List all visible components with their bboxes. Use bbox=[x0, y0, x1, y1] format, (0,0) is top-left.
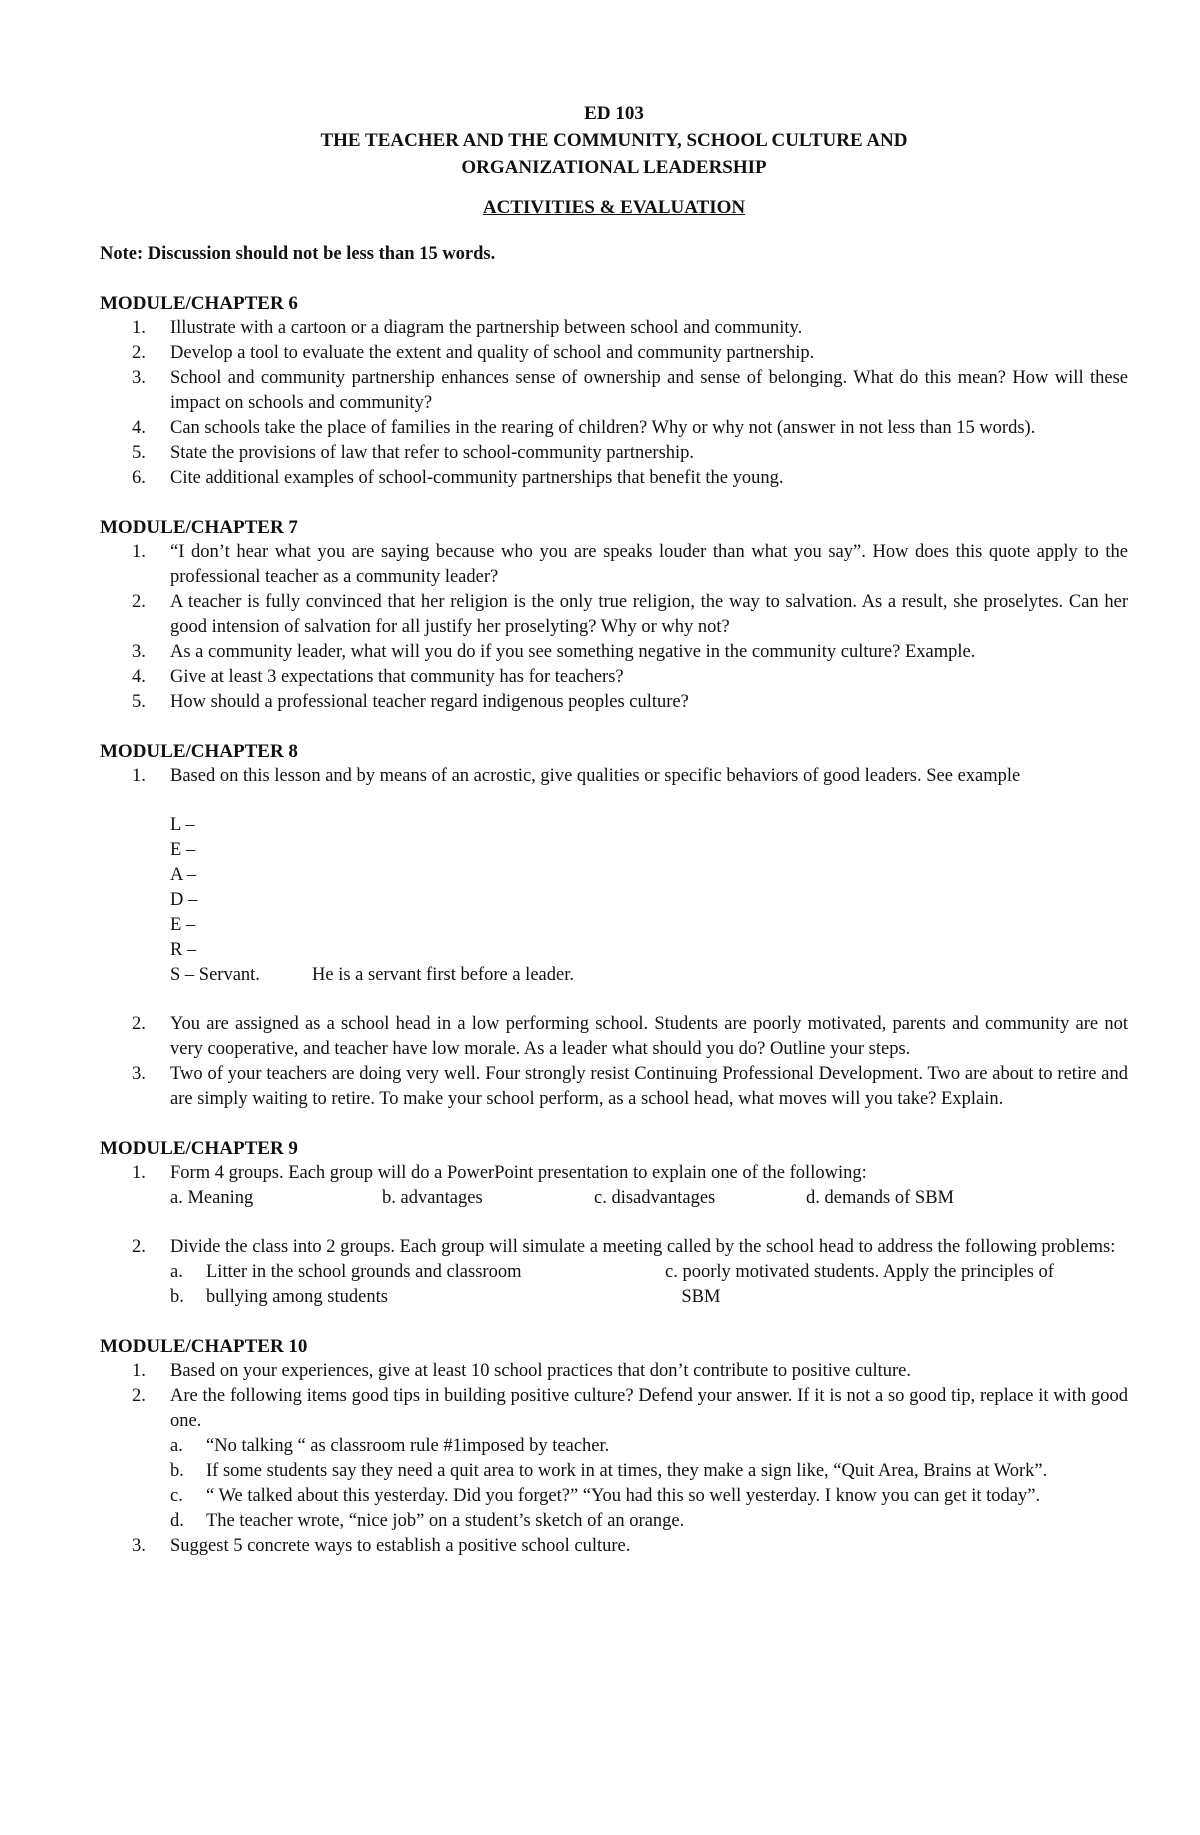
module-10 bbox=[100, 1334, 1128, 1559]
list-item: 5. How should a professional teacher regard indigenous peoples culture? bbox=[132, 692, 689, 712]
list-item: 3. Suggest 5 concrete ways to establish a positive school culture. bbox=[132, 1536, 631, 1556]
acrostic-line: L – bbox=[170, 815, 195, 835]
acrostic-line: R – bbox=[170, 940, 197, 960]
option-row bbox=[170, 1186, 1128, 1211]
problem-c: c. poorly motivated students. Apply the principles of bbox=[665, 1262, 1054, 1282]
document-page bbox=[100, 100, 1128, 1559]
list-item: 3. As a community leader, what will you do if you see something negative in the community culture? Example. bbox=[132, 642, 976, 662]
list-item: 4. Give at least 3 expectations that community has for teachers? bbox=[132, 667, 624, 687]
list-item: 1. “I don’t hear what you are saying because who you are speaks louder than what you say”. How does this quote apply to the professional teacher as a community leader? bbox=[132, 542, 1128, 587]
acrostic-line: A – bbox=[170, 865, 197, 885]
sub-item: b. If some students say they need a quit area to work in at times, they make a sign like, “Quit Area, Brains at Work”. bbox=[170, 1461, 1048, 1481]
list-item: 4. Can schools take the place of families in the rearing of children? Why or why not (answer in not less than 15 words). bbox=[132, 418, 1036, 438]
sub-item: a. “No talking “ as classroom rule #1imposed by teacher. bbox=[170, 1436, 610, 1456]
list-item: 2. You are assigned as a school head in a low performing school. Students are poorly motivated, parents and community are not very cooperative, and teacher have low morale. As a leader what should you do? Outline your steps. bbox=[132, 1014, 1128, 1059]
option: a. Meaning bbox=[170, 1188, 254, 1208]
list-item: 3. Two of your teachers are doing very well. Four strongly resist Continuing Professional Development. Two are about to retire and are simply waiting to retire. To make your school perform, as a school head, what moves will you take? Explain. bbox=[132, 1064, 1128, 1109]
course-title-line2: ORGANIZATIONAL LEADERSHIP bbox=[461, 157, 767, 178]
list-item: 5. State the provisions of law that refer to school-community partnership. bbox=[132, 443, 695, 463]
list-item: 2. Divide the class into 2 groups. Each group will simulate a meeting called by the school head to address the following problems: a. Litter in the school grounds and classroom c. poorly motivated students. Apply the principles of b. bullying among students SBM bbox=[100, 1235, 1128, 1310]
problem-c-cont: SBM bbox=[681, 1287, 721, 1307]
discussion-note: Note: Discussion should not be less than 15 words. bbox=[100, 244, 496, 264]
list-item: 1. Form 4 groups. Each group will do a PowerPoint presentation to explain one of the following: a. Meaning b. advantages c. disadvantages d. demands of SBM bbox=[100, 1161, 1128, 1211]
option: c. disadvantages bbox=[594, 1188, 716, 1208]
list-item: 2. Develop a tool to evaluate the extent and quality of school and community partnership. bbox=[132, 343, 815, 363]
acrostic-line: D – bbox=[170, 890, 198, 910]
acrostic-example: He is a servant first before a leader. bbox=[312, 965, 574, 985]
option: b. advantages bbox=[382, 1188, 483, 1208]
sub-item: d. The teacher wrote, “nice job” on a student’s sketch of an orange. bbox=[170, 1511, 685, 1531]
option: d. demands of SBM bbox=[806, 1188, 954, 1208]
module-8-heading: MODULE/CHAPTER 8 bbox=[100, 741, 298, 762]
sub-item: c. “ We talked about this yesterday. Did you forget?” “You had this so well yesterday. I know you can get it today”. bbox=[170, 1486, 1041, 1506]
problem-b: bullying among students bbox=[206, 1287, 388, 1307]
module-9-heading: MODULE/CHAPTER 9 bbox=[100, 1138, 298, 1159]
problem-a: Litter in the school grounds and classroom bbox=[206, 1262, 522, 1282]
module-6-heading: MODULE/CHAPTER 6 bbox=[100, 293, 298, 314]
list-item: 1. Based on your experiences, give at least 10 school practices that don’t contribute to positive culture. bbox=[132, 1361, 911, 1381]
module-8 bbox=[100, 739, 1128, 1112]
list-item: 2. Are the following items good tips in building positive culture? Defend your answer. If it is not a so good tip, replace it with good one. a. “No talking “ as classroom rule #1imposed by teacher. b. If some students say they need a quit area to work in at times, they make a sign like, “Quit Area, Brains at Work”. c. “ We talked about this yesterday. Did you forget?” “You had this so well yesterday. I know you can get it today”. d. The teacher wrote, “nice job” on a student’s sketch of an orange. bbox=[100, 1384, 1128, 1534]
module-9 bbox=[100, 1136, 1128, 1310]
acrostic-line: S – Servant. bbox=[170, 965, 260, 985]
acrostic-line: E – bbox=[170, 840, 196, 860]
list-item: 2. A teacher is fully convinced that her religion is the only true religion, the way to salvation. As a result, she proselytes. Can her good intension of salvation for all justify her proselyting? Why or why not? bbox=[132, 592, 1128, 637]
list-item: 3. School and community partnership enhances sense of ownership and sense of belonging. What do this mean? How will these impact on schools and community? bbox=[132, 368, 1128, 413]
list-item: 6. Cite additional examples of school-community partnerships that benefit the young. bbox=[132, 468, 784, 488]
list-item: 1. Illustrate with a cartoon or a diagram the partnership between school and community. bbox=[132, 318, 803, 338]
module-7 bbox=[100, 515, 1128, 715]
section-subtitle: ACTIVITIES & EVALUATION bbox=[482, 197, 746, 218]
course-code: ED 103 bbox=[584, 103, 644, 124]
acrostic bbox=[170, 813, 1128, 988]
module-7-heading: MODULE/CHAPTER 7 bbox=[100, 517, 298, 538]
list-item: 1. Based on this lesson and by means of an acrostic, give qualities or specific behaviors of good leaders. See example L – E – A – D – E – R – S – Servant. He is a servant first before a leader. bbox=[100, 764, 1128, 988]
module-6 bbox=[100, 291, 1128, 491]
course-title-line1: THE TEACHER AND THE COMMUNITY, SCHOOL CULTURE AND bbox=[320, 130, 908, 151]
module-10-heading: MODULE/CHAPTER 10 bbox=[100, 1336, 308, 1357]
acrostic-line: E – bbox=[170, 915, 196, 935]
